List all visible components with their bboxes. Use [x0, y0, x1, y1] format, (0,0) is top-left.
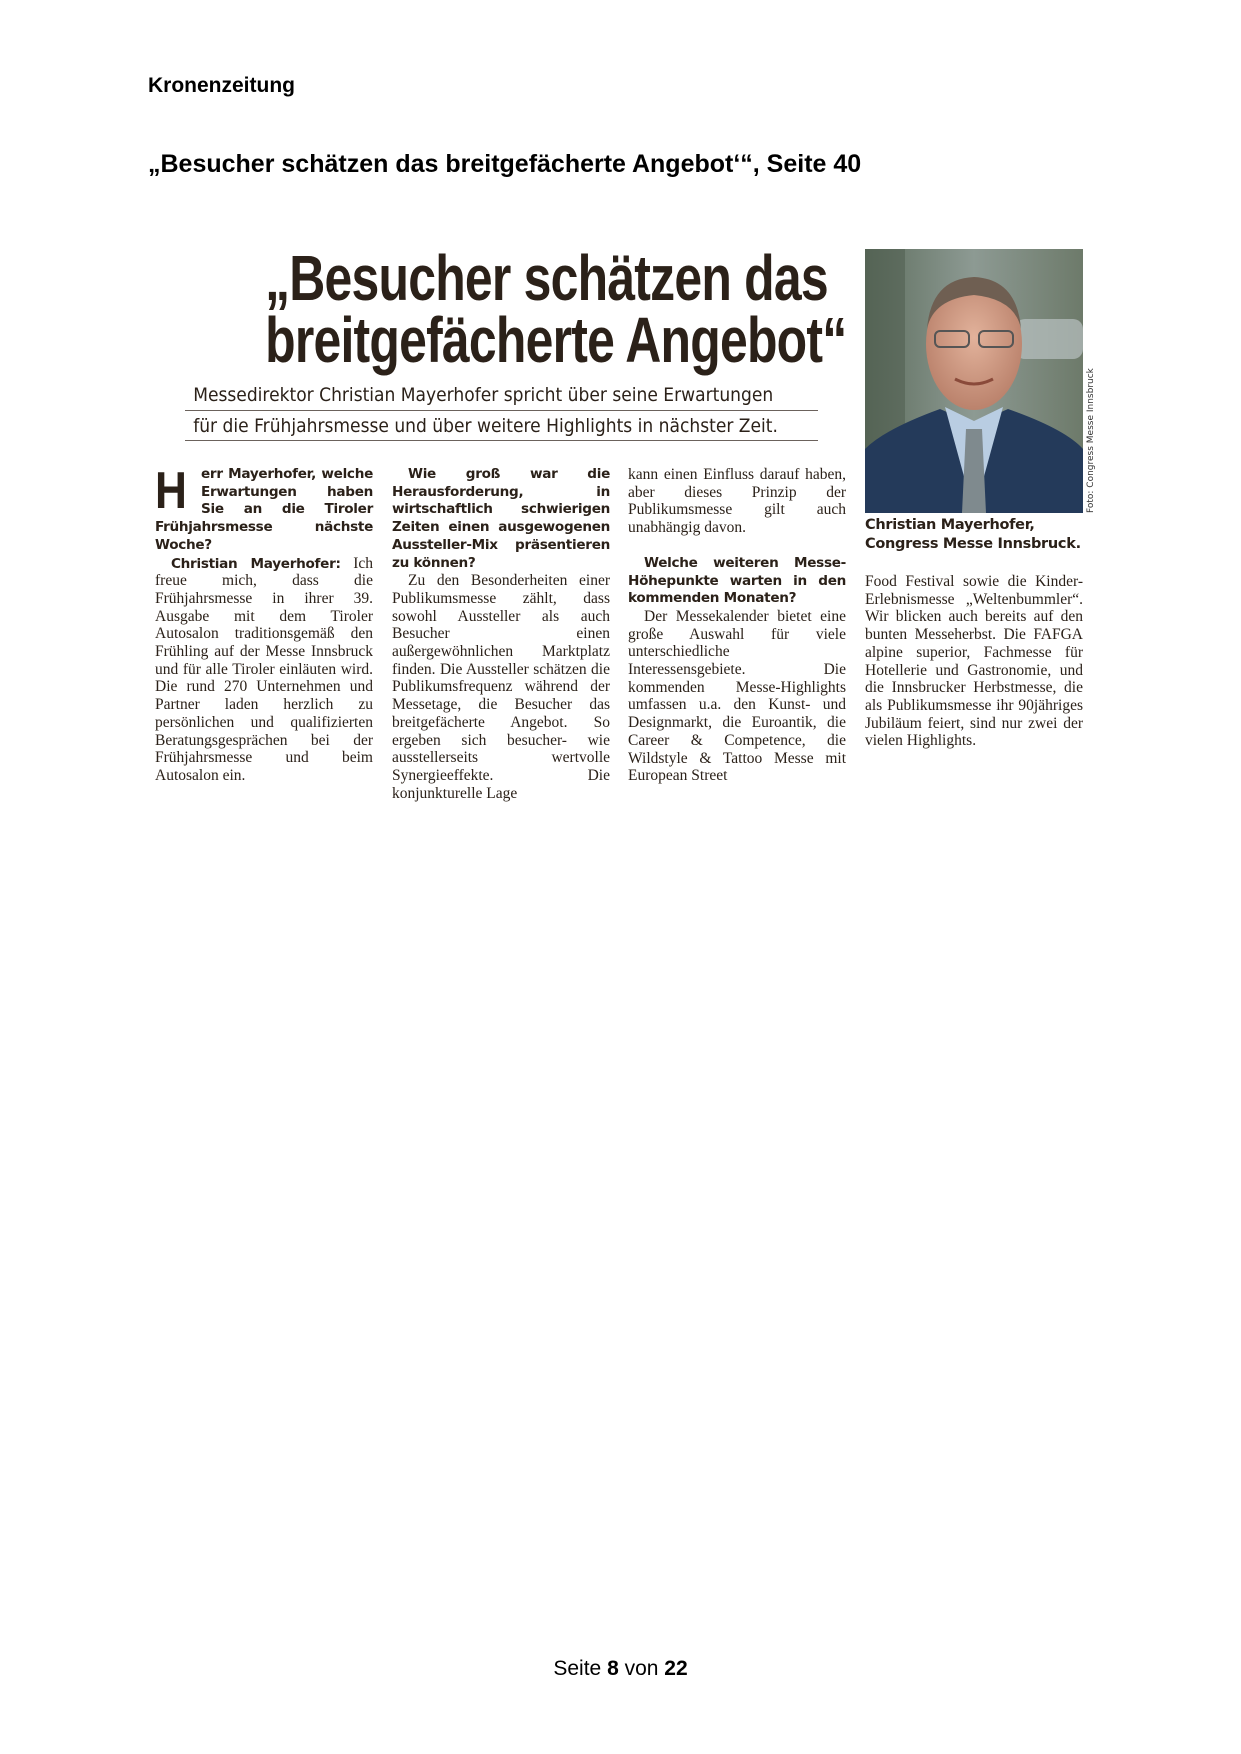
photo-credit: Foto: Congress Messe Innsbruck [1086, 368, 1096, 513]
caption-line-1: Christian Mayerhofer, [865, 517, 1035, 533]
page-number-footer [0, 1657, 1241, 1681]
article-subtitle-line-1: Messedirektor Christian Mayerhofer spricht über seine Erwartungen [193, 384, 774, 406]
article-title-line-2: breitgefächerte Angebot“ [265, 304, 847, 376]
answer-3-part-1: Der Messekalender bietet eine große Auswahl für viele unterschiedliche Interessensgebiete. Die kommenden Messe-Highlights umfassen u.a. den Kunst- und Designmarkt, die Euroantik, die Career & Competence, die Wildstyle & Tattoo Messe mit European Street [628, 607, 846, 785]
article-title-line-1: „Besucher schätzen das [265, 242, 828, 314]
total-pages: 22 [664, 1657, 688, 1680]
article-column-2 [392, 466, 610, 802]
source-name: Kronenzeitung [148, 74, 295, 97]
subtitle-divider [185, 410, 818, 411]
answer-1-text: Ich freue mich, dass die Frühjahrsmesse in ihrer 39. Ausgabe mit dem Tiroler Autosalon traditionsgemäß den Frühling auf der Messe Innsbruck und für alle Tiroler einläuten wird. Die rund 270 Unternehmen und Partner laden herzlich zu persönlichen und qualifizierten Beratungsgesprächen bei der Frühjahrsmesse und beim Autosalon ein. [155, 554, 373, 784]
photo-caption [865, 516, 1105, 554]
question-1 [155, 462, 373, 555]
article-column-4 [865, 573, 1083, 750]
answer-3-part-2: Food Festival sowie die Kinder-Erlebnismesse „Weltenbummler“. Wir blicken auch bereits auf den bunten Messeherbst. Die FAFGA alpine superior, Fachmesse für Hotellerie und Gastronomie, und die Innsbrucker Herbstmesse, die als Publikumsmesse ihr 90jähriges Jubiläum feiert, sind nur zwei der vielen Highlights. [865, 573, 1083, 750]
caption-line-2: Congress Messe Innsbruck. [865, 536, 1081, 552]
subtitle-divider [185, 440, 818, 441]
speaker-name: Christian Mayerhofer: [171, 555, 341, 572]
article-column-3 [628, 466, 846, 785]
article-subtitle-line-2: für die Frühjahrsmesse und über weitere Highlights in nächster Zeit. [193, 415, 778, 437]
footer-middle: von [618, 1657, 665, 1680]
answer-2-part-2: kann einen Einfluss darauf haben, aber dieses Prinzip der Publikumsmesse gilt auch unabhängig davon. [628, 466, 846, 537]
question-1-text: err Mayerhofer, welche Erwartungen haben Sie an die Tiroler Frühjahrsmesse nächste Woche? [155, 466, 373, 553]
footer-prefix: Seite [553, 1657, 608, 1680]
article-column-1 [155, 462, 373, 785]
portrait-photo [865, 249, 1083, 513]
page-headline: „Besucher schätzen das breitgefächerte Angebot‘“, Seite 40 [148, 150, 862, 178]
answer-1 [155, 555, 373, 785]
current-page: 8 [607, 1657, 619, 1680]
question-3: Welche weiteren Messe-Höhepunkte warten in den kommenden Monaten? [628, 554, 846, 607]
drop-cap: H [155, 462, 187, 520]
answer-2-part-1: Zu den Besonderheiten einer Publikumsmesse zählt, dass sowohl Aussteller als auch Besucher einen außergewöhnlichen Marktplatz finden. Die Aussteller schätzen die Publikumsfrequenz während der Messetage, die Besucher das breitgefächerte Angebot. So ergeben sich besucher- wie ausstellerseits wertvolle Synergieeffekte. Die konjunkturelle Lage [392, 572, 610, 802]
question-2: Wie groß war die Herausforderung, in wirtschaftlich schwierigen Zeiten einen ausgewogenen Aussteller-Mix präsentieren zu können? [392, 466, 610, 571]
